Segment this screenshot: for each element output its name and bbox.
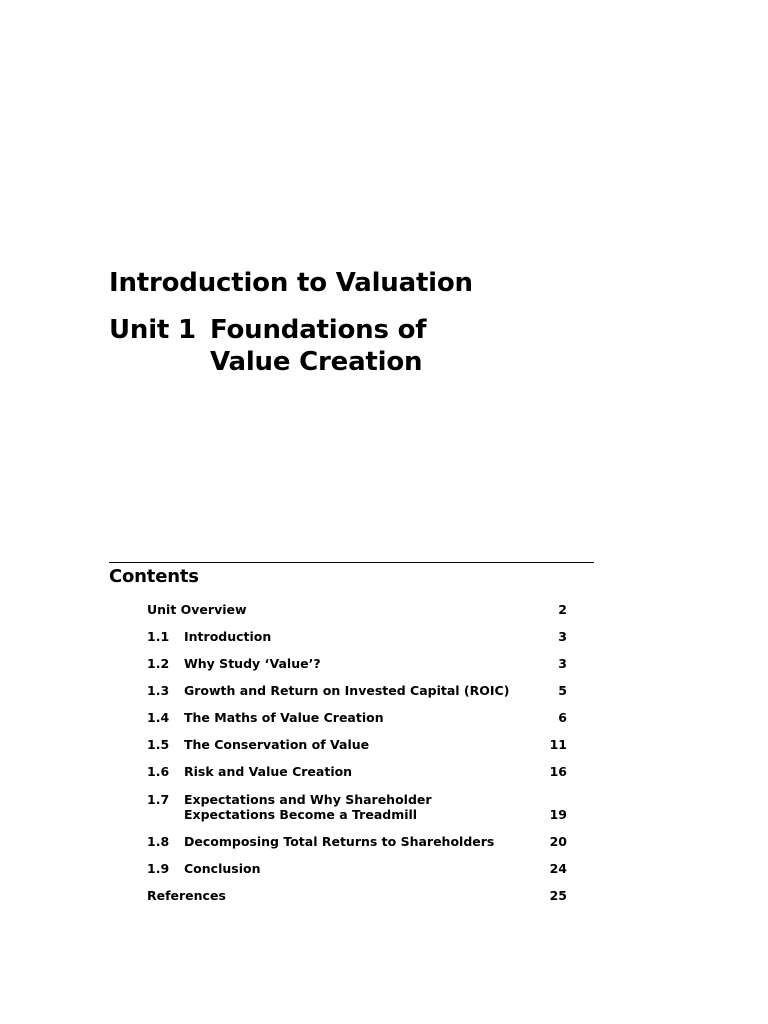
contents-heading: Contents [109,566,199,587]
toc-entry-number: 1.9 [147,861,170,876]
toc-entry-page: 25 [549,888,567,903]
toc-entry-title: References [147,888,226,903]
toc-entry-title: Introduction [184,629,272,644]
toc-entry-page: 24 [549,861,567,876]
toc-entry-page: 6 [558,710,567,725]
toc-entry-title: Decomposing Total Returns to Shareholders [184,834,495,849]
section-divider [109,562,594,563]
toc-entry-number: 1.8 [147,834,170,849]
unit-label: Unit 1 [109,315,196,345]
toc-entry-page: 5 [558,683,567,698]
toc-entry-number: 1.3 [147,683,170,698]
toc-entry-title: Expectations and Why Shareholder Expectations Become a Treadmill [184,792,432,822]
toc-entry-number: 1.1 [147,629,170,644]
toc-entry-page: 20 [549,834,567,849]
toc-entry-number: 1.2 [147,656,170,671]
toc-entry-title: The Maths of Value Creation [184,710,384,725]
toc-entry-title: Risk and Value Creation [184,764,353,779]
toc-entry-page: 3 [558,656,567,671]
toc-entry-page: 11 [549,737,567,752]
course-title: Introduction to Valuation [109,268,473,298]
toc-entry-page: 19 [549,807,567,822]
unit-title: Foundations of Value Creation [210,315,427,377]
toc-entry-title: Why Study ‘Value’? [184,656,321,671]
toc-entry-number: 1.5 [147,737,170,752]
toc-entry-title: Conclusion [184,861,261,876]
toc-entry-title: Unit Overview [147,602,247,617]
toc-entry-number: 1.4 [147,710,170,725]
toc-entry-page: 16 [549,764,567,779]
toc-entry-title: Growth and Return on Invested Capital (ROIC) [184,683,510,698]
toc-entry-number: 1.7 [147,792,170,807]
toc-entry-page: 2 [558,602,567,617]
toc-entry-page: 3 [558,629,567,644]
toc-entry-title: The Conservation of Value [184,737,370,752]
toc-entry-number: 1.6 [147,764,170,779]
